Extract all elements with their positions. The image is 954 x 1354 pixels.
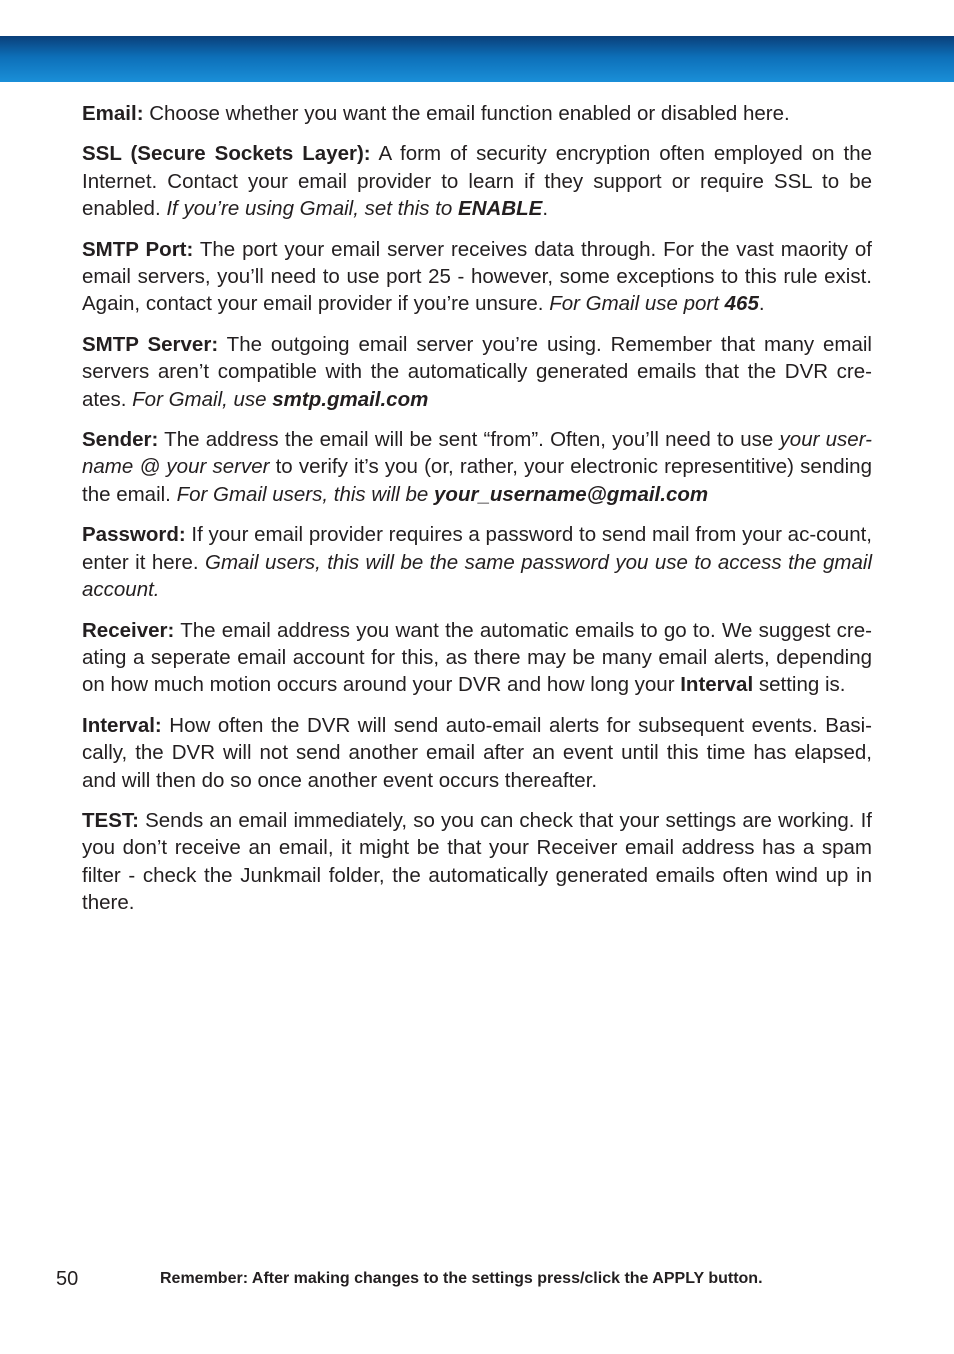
sender-description: The address the email will be sent “from”. Often, you’ll need to use bbox=[158, 428, 780, 452]
ssl-label: SSL (Secure Sockets Layer): bbox=[82, 142, 371, 166]
email-paragraph bbox=[82, 100, 872, 127]
ssl-gmail-note: If you’re using Gmail, set this to bbox=[166, 197, 459, 221]
receiver-paragraph bbox=[82, 617, 872, 699]
test-paragraph bbox=[82, 807, 872, 917]
page-body bbox=[82, 100, 872, 930]
receiver-interval-term: Interval bbox=[680, 673, 754, 697]
ssl-paragraph bbox=[82, 140, 872, 222]
smtp-port-note-end: . bbox=[758, 292, 765, 316]
smtp-port-gmail-value: 465 bbox=[724, 292, 759, 316]
smtp-server-description: The outgoing email server you’re using. Remember that many email servers aren’t compatible with the automatically generated emails that the DVR cre-ates. bbox=[82, 332, 872, 411]
smtp-port-description: The port your email server receives data through. For the vast maority of email servers, you’ll need to use port 25 - however, some exceptions to this rule exist. Again, contact your email provider if you’re unsure. bbox=[82, 237, 872, 316]
password-gmail-note: Gmail users, this will be the same password you use to access the gmail account. bbox=[82, 550, 872, 602]
smtp-server-gmail-value: smtp.gmail.com bbox=[272, 387, 429, 411]
password-paragraph bbox=[82, 521, 872, 603]
test-label: TEST: bbox=[82, 808, 139, 832]
header-band bbox=[0, 36, 954, 82]
sender-example: your user-name @ your server bbox=[82, 428, 872, 479]
sender-gmail-note: For Gmail users, this will be bbox=[176, 482, 435, 506]
password-label: Password: bbox=[82, 523, 186, 547]
receiver-description-cont: setting is. bbox=[753, 673, 846, 697]
smtp-server-label: SMTP Server: bbox=[82, 332, 219, 356]
page-number: 50 bbox=[56, 1268, 79, 1290]
test-description: Sends an email immediately, so you can check that your settings are working. If you don’t receive an email, it might be that your Receiver email address has a spam filter - check the Junkmail folder, the automatically generated emails often wind up in there. bbox=[82, 808, 872, 915]
receiver-description: The email address you want the automatic emails to go to. We suggest cre-ating a seperate email account for this, as there may be many email alerts, depending on how much motion occurs around your DVR and how long your bbox=[82, 618, 872, 697]
interval-paragraph bbox=[82, 712, 872, 794]
sender-gmail-value: your_username@gmail.com bbox=[434, 482, 709, 506]
sender-label: Sender: bbox=[82, 428, 159, 452]
smtp-port-gmail-note: For Gmail use port bbox=[549, 292, 725, 316]
interval-description: How often the DVR will send auto-email alerts for subsequent events. Basi-cally, the DVR will not send another email after an event until this time has elapsed, and will then do so once another event occurs thereafter. bbox=[82, 713, 872, 792]
sender-paragraph bbox=[82, 426, 872, 508]
footer-reminder: Remember: After making changes to the settings press/click the APPLY button. bbox=[160, 1270, 763, 1287]
smtp-port-paragraph bbox=[82, 236, 872, 318]
password-description: If your email provider requires a password to send mail from your ac-count, enter it here. bbox=[82, 523, 872, 574]
interval-label: Interval: bbox=[82, 713, 162, 737]
email-description: Choose whether you want the email function enabled or disabled here. bbox=[143, 102, 790, 125]
receiver-label: Receiver: bbox=[82, 618, 175, 642]
ssl-description: A form of security encryption often employed on the Internet. Contact your email provider to learn if they support or require SSL to be enabled. bbox=[82, 142, 872, 221]
smtp-server-paragraph bbox=[82, 331, 872, 413]
smtp-server-gmail-note: For Gmail, use bbox=[132, 387, 273, 411]
sender-description-cont: to verify it’s you (or, rather, your electronic representitive) sending the email. bbox=[82, 455, 872, 506]
ssl-gmail-value: ENABLE bbox=[458, 197, 543, 221]
email-label: Email: bbox=[82, 102, 144, 125]
smtp-port-label: SMTP Port: bbox=[82, 237, 194, 261]
ssl-note-end: . bbox=[542, 197, 549, 221]
